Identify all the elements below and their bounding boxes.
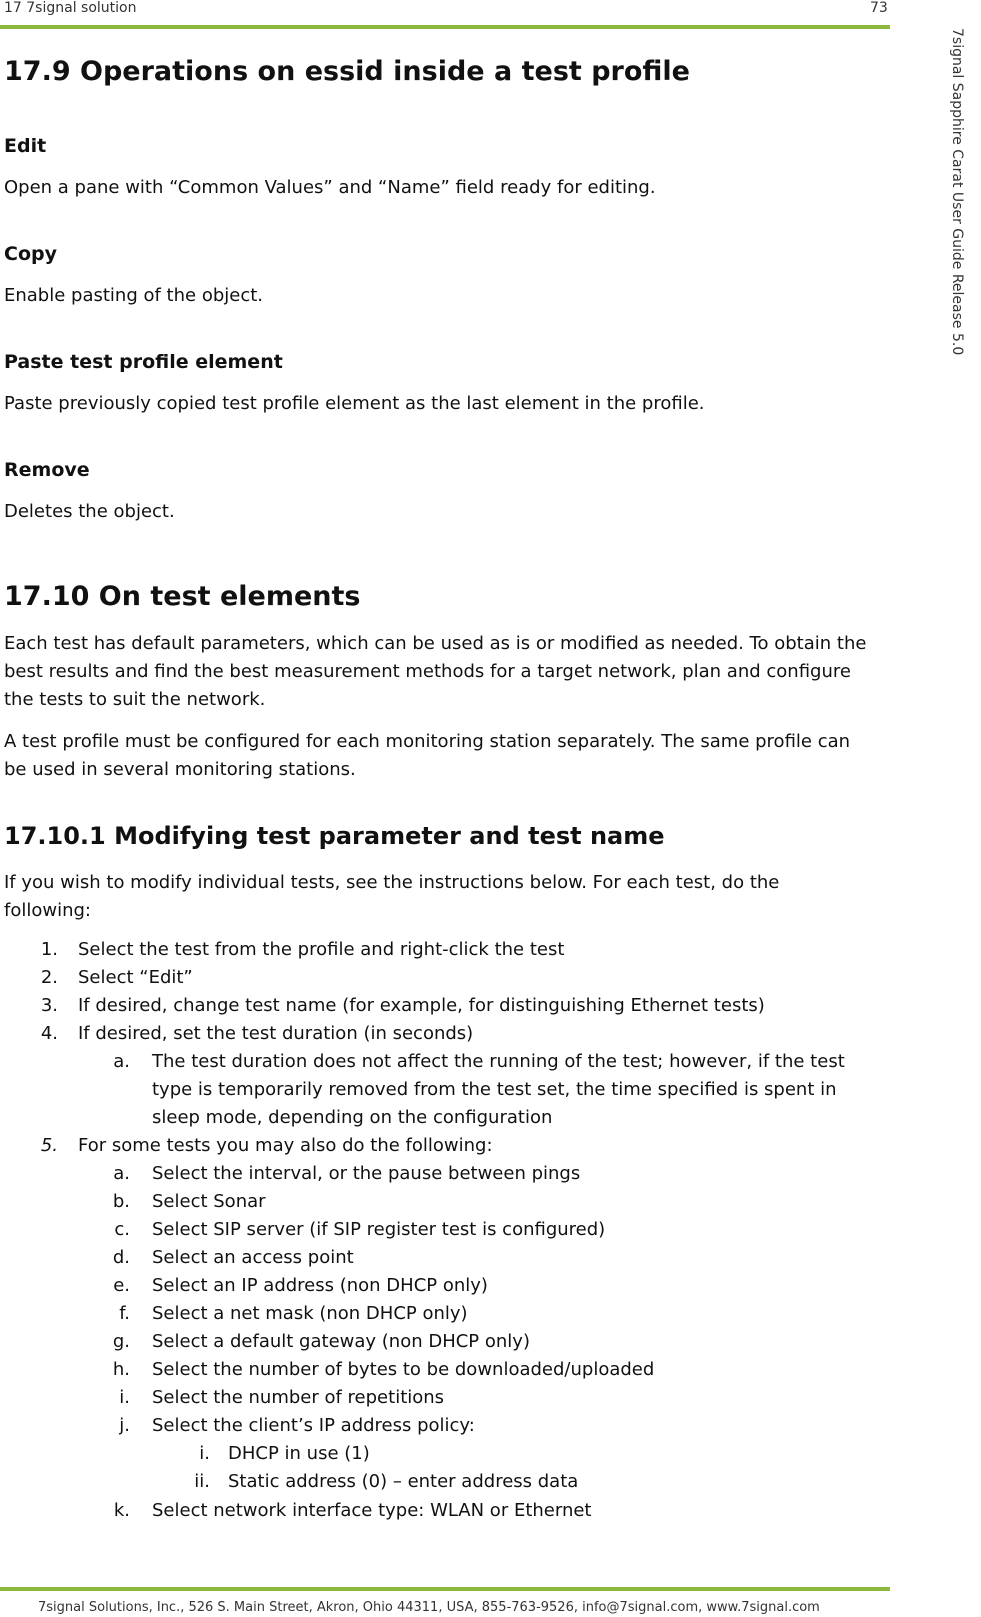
footer-contact: 7signal Solutions, Inc., 526 S. Main Street, Akron, Ohio 44311, USA, 855-763-9526, info@7signal.com, www.7signal.com xyxy=(38,1600,820,1615)
list-number: 2. xyxy=(40,967,58,988)
footer-rule xyxy=(0,1587,890,1591)
section-heading-17-9: 17.9 Operations on essid inside a test profile xyxy=(4,56,690,87)
sublist-letter: c. xyxy=(114,1219,130,1240)
paragraph-line: the tests to suit the network. xyxy=(4,689,266,710)
term-remove: Remove xyxy=(4,459,90,481)
list-number: 5. xyxy=(40,1135,58,1156)
sublist-item: Select the client’s IP address policy: xyxy=(152,1415,475,1436)
header-rule xyxy=(0,25,890,29)
sublist-item-line: sleep mode, depending on the configuration xyxy=(152,1107,553,1128)
sublist-letter: f. xyxy=(119,1303,130,1324)
paragraph-line: If you wish to modify individual tests, see the instructions below. For each test, do the xyxy=(4,872,780,893)
sublist-letter: k. xyxy=(113,1500,130,1521)
paragraph-line: best results and find the best measurement methods for a target network, plan and configure xyxy=(4,661,851,682)
subsublist-item: DHCP in use (1) xyxy=(228,1443,370,1464)
sublist-item: Select the number of bytes to be downloaded/uploaded xyxy=(152,1359,655,1380)
list-item: Select the test from the profile and right-click the test xyxy=(78,939,565,960)
sublist-item: Select a default gateway (non DHCP only) xyxy=(152,1331,530,1352)
subsection-heading-17-10-1: 17.10.1 Modifying test parameter and test name xyxy=(4,822,665,850)
sublist-letter: b. xyxy=(112,1191,130,1212)
sublist-letter: h. xyxy=(112,1359,130,1380)
paragraph-line: A test profile must be configured for each monitoring station separately. The same profile can xyxy=(4,731,851,752)
paragraph-default-parameters xyxy=(4,630,884,714)
sublist-letter: i. xyxy=(119,1387,130,1408)
page-number: 73 xyxy=(870,0,888,16)
side-document-title: 7signal Sapphire Carat User Guide Release 5.0 xyxy=(949,28,965,356)
subsublist-numeral: ii. xyxy=(194,1471,210,1492)
sublist-letter: a. xyxy=(113,1051,130,1072)
paragraph-line: Each test has default parameters, which can be used as is or modified as needed. To obtain the xyxy=(4,633,867,654)
paragraph-intro xyxy=(4,869,884,925)
sublist-item: Select an IP address (non DHCP only) xyxy=(152,1275,488,1296)
sublist-letter: g. xyxy=(112,1331,130,1352)
sublist-letter: a. xyxy=(113,1163,130,1184)
sublist-item-line: The test duration does not affect the running of the test; however, if the test xyxy=(152,1051,845,1072)
paragraph-line: following: xyxy=(4,900,91,921)
sublist-letter: d. xyxy=(112,1247,130,1268)
sublist-item: Select Sonar xyxy=(152,1191,266,1212)
list-number: 1. xyxy=(40,939,58,960)
sublist-letter: e. xyxy=(113,1275,130,1296)
paragraph-profile-per-station xyxy=(4,728,884,784)
subsublist-numeral: i. xyxy=(199,1443,210,1464)
paragraph-line: be used in several monitoring stations. xyxy=(4,759,356,780)
sublist-item: Select SIP server (if SIP register test is configured) xyxy=(152,1219,606,1240)
sublist-item-line: type is temporarily removed from the test set, the time specified is spent in xyxy=(152,1079,837,1100)
list-item: If desired, change test name (for example, for distinguishing Ethernet tests) xyxy=(78,995,765,1016)
sublist-item: Select a net mask (non DHCP only) xyxy=(152,1303,468,1324)
sublist-item: Select network interface type: WLAN or Ethernet xyxy=(152,1500,592,1521)
list-number: 4. xyxy=(40,1023,58,1044)
sublist-letter: j. xyxy=(119,1415,130,1436)
subsublist-item: Static address (0) – enter address data xyxy=(228,1471,579,1492)
desc-edit: Open a pane with “Common Values” and “Name” field ready for editing. xyxy=(4,177,656,198)
section-heading-17-10: 17.10 On test elements xyxy=(4,581,361,612)
desc-copy: Enable pasting of the object. xyxy=(4,285,264,306)
sublist-item: Select the number of repetitions xyxy=(152,1387,445,1408)
term-paste: Paste test profile element xyxy=(4,351,283,373)
running-header-chapter: 17 7signal solution xyxy=(4,0,137,16)
sublist-item: Select an access point xyxy=(152,1247,354,1268)
term-copy: Copy xyxy=(4,243,57,265)
sublist-item: Select the interval, or the pause between pings xyxy=(152,1163,581,1184)
list-item: For some tests you may also do the following: xyxy=(78,1135,493,1156)
list-number: 3. xyxy=(40,995,58,1016)
list-item: Select “Edit” xyxy=(78,967,193,988)
desc-paste: Paste previously copied test profile element as the last element in the profile. xyxy=(4,393,705,414)
desc-remove: Deletes the object. xyxy=(4,501,175,522)
term-edit: Edit xyxy=(4,135,47,157)
list-item: If desired, set the test duration (in seconds) xyxy=(78,1023,474,1044)
